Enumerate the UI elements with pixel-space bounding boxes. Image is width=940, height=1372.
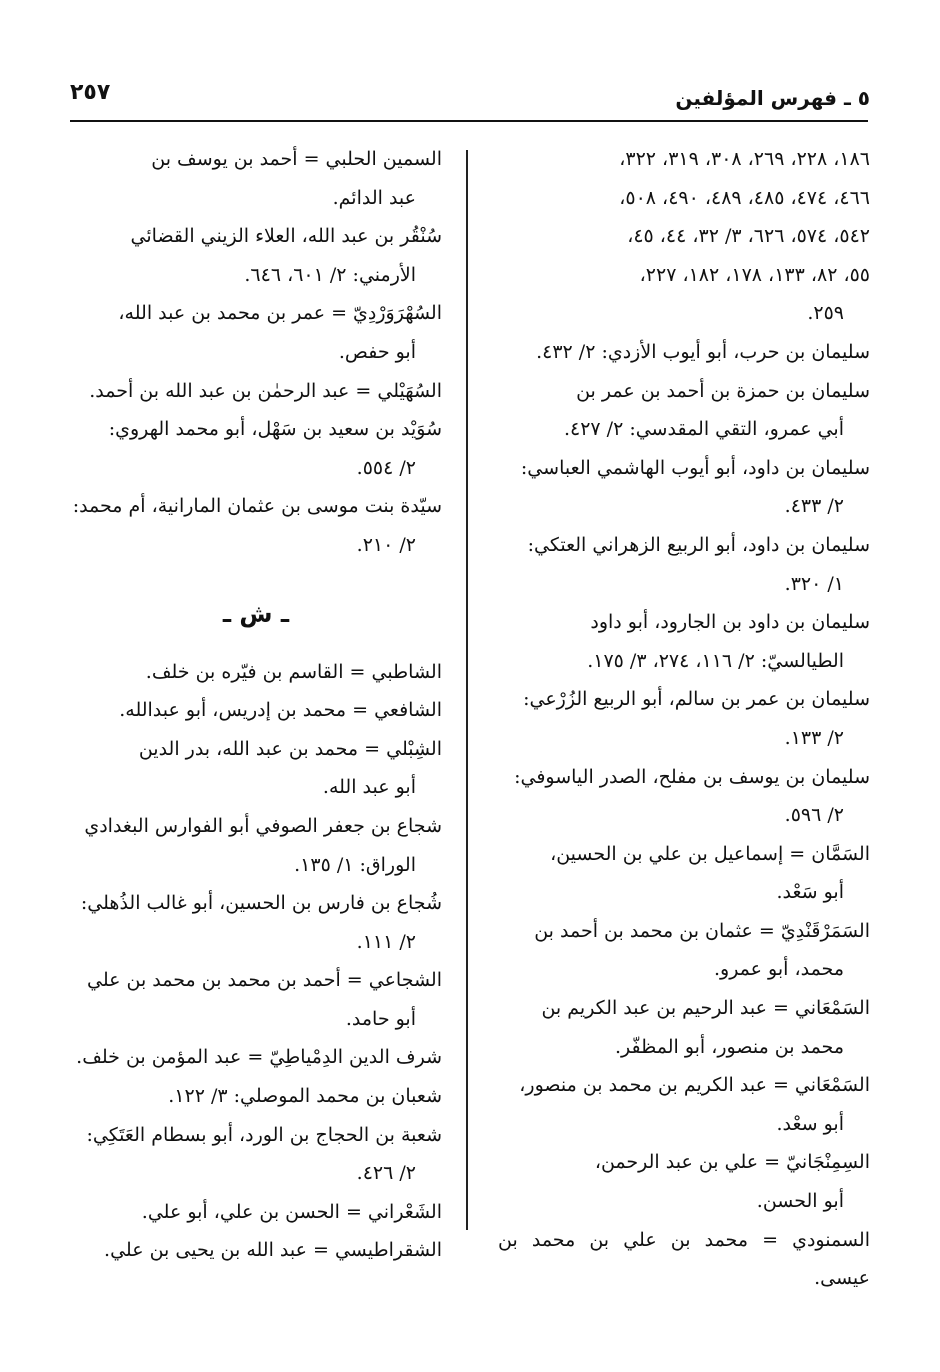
index-entry: السَمَّان = إسماعيل بن علي بن الحسين،: [550, 842, 870, 865]
index-entry: سليمان بن داود بن الجارود، أبو داود: [590, 611, 870, 634]
index-line: ٥٤٢، ٥٧٤، ٦٢٦، ٣/ ٣٢، ٤٤، ٤٥،: [627, 225, 870, 248]
index-entry: الشِبْلي = محمد بن عبد الله، بدر الدين: [138, 737, 442, 760]
index-entry-continuation: أبو سعْد.: [776, 1112, 844, 1135]
index-entry: سُوَيْد بن سعيد بن سَهْل، أبو محمد الهروي:: [108, 418, 442, 441]
index-entry: الشقراطيسي = عبد الله بن يحيى بن علي.: [104, 1239, 442, 1262]
index-entry: سليمان بن حرب، أبو أيوب الأزدي: ٢/ ٤٣٢.: [536, 340, 870, 363]
index-entry-continuation: أبي عمرو، التقي المقدسي: ٢/ ٤٢٧.: [563, 418, 844, 441]
index-entry: شجاع بن جعفر الصوفي أبو الفوارس البغدادي: [84, 814, 442, 837]
index-entry: شُجاع بن فارس بن الحسين، أبو غالب الذُهلي:: [80, 892, 442, 915]
index-entry: سليمان بن حمزة بن أحمد بن عمر بن: [576, 379, 870, 402]
index-entry-continuation: الطيالسيّ: ٢/ ١١٦، ٢٧٤، ٣/ ١٧٥.: [587, 649, 844, 672]
index-entry-continuation: ٢/ ٤٣٣.: [784, 495, 844, 518]
index-entry-continuation: عبد الدائم.: [332, 186, 416, 209]
index-entry-continuation: محمد، أبو عمرو.: [713, 958, 844, 981]
index-entry: السمنودي = محمد بن علي بن محمد بن عيسى.: [498, 1228, 870, 1290]
index-entry-continuation: ٢/ ١٣٣.: [784, 726, 844, 749]
index-entry-continuation: أبو الحسن.: [756, 1190, 844, 1213]
index-entry-continuation: أبو حامد.: [345, 1007, 416, 1030]
index-entry-continuation: أبو عبد الله.: [322, 776, 416, 799]
index-entry: سليمان بن عمر بن سالم، أبو الربيع الزُرْعي:: [523, 688, 870, 711]
left-column: [70, 140, 442, 1270]
index-entry: السَمْعَاني = عبد الكريم بن محمد بن منصور،: [519, 1074, 870, 1097]
header-rule: [70, 120, 868, 122]
index-entry-continuation: الأرمني: ٢/ ٦٠١، ٦٤٦.: [244, 263, 416, 286]
index-entry-continuation: ٢/ ٥٥٤.: [356, 456, 416, 479]
index-entry: السمين الحلبي = أحمد بن يوسف بن: [151, 148, 442, 170]
index-entry-continuation: أبو سَعْد.: [776, 881, 844, 904]
index-entry-continuation: ٢/ ٢١٠.: [356, 533, 416, 556]
index-entry: الشافعي = محمد بن إدريس، أبو عبدالله.: [119, 699, 442, 722]
index-entry: شرف الدين الدِمْياطِيّ = عبد المؤمن بن خلف.: [76, 1046, 442, 1069]
index-entry: السِمِنْجَانيّ = علي بن عبد الرحمن،: [594, 1151, 870, 1174]
index-entry: الشجاعي = أحمد بن محمد بن محمد بن علي: [87, 969, 442, 992]
index-entry-continuation: أبو حفص.: [338, 340, 416, 363]
index-entry: الشاطبي = القاسم بن فيّره بن خلف.: [145, 660, 442, 683]
index-entry: سيّدة بنت موسى بن عثمان المارانية، أم محمد:: [72, 495, 442, 518]
index-entry: شعبة بن الحجاج بن الورد، أبو بسطام العَتَكِي:: [86, 1123, 442, 1146]
index-entry-continuation: ٢/ ٤٢٦.: [356, 1162, 416, 1185]
index-line: ٤٦٦، ٤٧٤، ٤٨٥، ٤٨٩، ٤٩٠، ٥٠٨،: [619, 186, 870, 209]
index-entry: السَمَرْقَنْدِيّ = عثمان بن محمد بن أحمد بن: [534, 919, 870, 942]
index-entry-continuation: ٢/ ٥٩٦.: [784, 804, 844, 827]
index-entry: شعبان بن محمد الموصلي: ٣/ ١٢٢.: [168, 1085, 442, 1108]
index-line: ١٨٦، ٢٢٨، ٢٦٩، ٣٠٨، ٣١٩، ٣٢٢،: [619, 148, 870, 170]
index-entry: سليمان بن يوسف بن مفلح، الصدر الياسوفي:: [514, 765, 870, 788]
index-entry-continuation: محمد بن منصور، أبو المظفّر.: [615, 1035, 844, 1058]
column-divider: [466, 150, 468, 1230]
index-entry: سليمان بن داود، أبو أيوب الهاشمي العباسي:: [520, 456, 870, 479]
index-entry-continuation: ٢/ ١١١.: [356, 930, 416, 953]
index-entry: السُهَيْلي = عبد الرحمٰن بن عبد الله بن أحمد.: [89, 379, 442, 402]
index-entry-continuation: الوراق: ١/ ١٣٥.: [294, 853, 416, 876]
right-column: [498, 140, 870, 1298]
section-heading: ـ ش ـ: [222, 599, 290, 628]
index-entry: سليمان بن داود، أبو الربيع الزهراني العتكي:: [527, 533, 870, 556]
index-line: ٢٥٩.: [807, 302, 844, 325]
index-entry-continuation: ١/ ٣٢٠.: [784, 572, 844, 595]
index-entry: الشَعْراني = الحسن بن علي، أبو علي.: [141, 1200, 442, 1223]
index-line: ٥٥، ٨٢، ١٣٣، ١٧٨، ١٨٢، ٢٢٧،: [639, 263, 870, 286]
index-entry: سُنْقُر بن عبد الله، العلاء الزيني القضائي: [130, 225, 442, 248]
index-entry: السُهْرَوَرْدِيّ = عمر بن محمد بن عبد الله،: [118, 302, 442, 325]
page-number: ٢٥٧: [70, 80, 111, 105]
running-title: ٥ ـ فهرس المؤلفين: [675, 86, 870, 110]
index-entry: السَمْعَاني = عبد الرحيم بن عبد الكريم بن: [541, 997, 870, 1020]
